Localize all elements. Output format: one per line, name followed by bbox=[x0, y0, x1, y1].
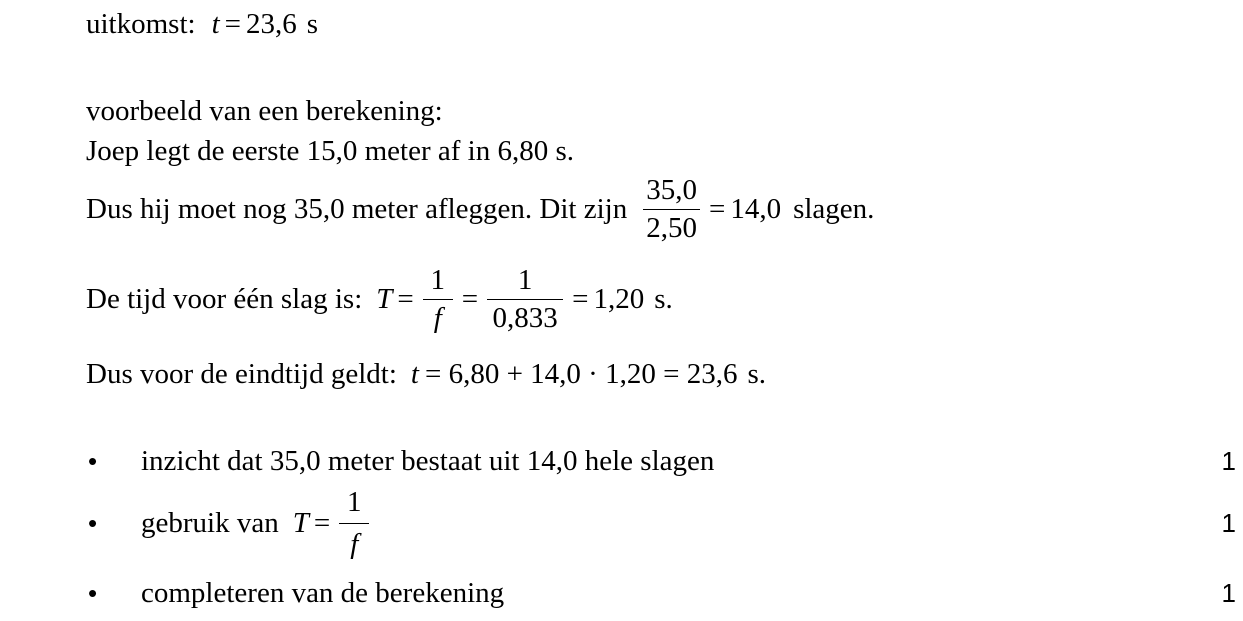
result-value: 23,6 bbox=[246, 8, 297, 40]
line3-equals-2: = bbox=[461, 283, 479, 315]
example-line-3 bbox=[86, 266, 673, 333]
bullet-icon: • bbox=[88, 577, 98, 608]
line3-equals-1: = bbox=[397, 283, 414, 315]
line4-time-symbol: t bbox=[410, 358, 419, 390]
result-label: uitkomst: bbox=[86, 8, 196, 40]
example-line-2 bbox=[86, 176, 874, 243]
criterion-points: 1 bbox=[1221, 507, 1236, 538]
fraction-denominator: 2,50 bbox=[646, 212, 697, 244]
criterion-item bbox=[86, 480, 1236, 566]
criterion-text-with-formula bbox=[141, 486, 1214, 561]
criterion-points: 1 bbox=[1221, 577, 1236, 608]
line4-unit: s. bbox=[747, 358, 766, 390]
line2-text: Dus hij moet nog 35,0 meter afleggen. Dit zijn bbox=[86, 193, 628, 225]
result-unit: s bbox=[306, 8, 319, 40]
fraction-numerator: 35,0 bbox=[643, 176, 700, 210]
fraction-denominator: 0,833 bbox=[492, 302, 558, 334]
fraction-1-over-f bbox=[423, 266, 453, 333]
result-variable: t bbox=[211, 8, 220, 40]
fraction-numerator: 1 bbox=[423, 266, 453, 300]
example-line-4 bbox=[86, 360, 766, 389]
criterion-text: gebruik van bbox=[141, 506, 279, 539]
criterion-text: inzicht dat 35,0 meter bestaat uit 14,0 hele slagen bbox=[141, 444, 715, 477]
bullet-icon: • bbox=[88, 507, 98, 538]
line3-period-symbol: T bbox=[376, 283, 393, 315]
example-heading: voorbeeld van een berekening: bbox=[86, 95, 443, 127]
line4-expression: = 6,80 + 14,0 · 1,20 = 23,6 bbox=[424, 358, 738, 390]
result-line bbox=[86, 10, 318, 39]
bullet-icon: • bbox=[88, 445, 98, 476]
fraction-denominator: f bbox=[433, 302, 442, 334]
example-line-1: Joep legt de eerste 15,0 meter af in 6,80 s. bbox=[86, 135, 575, 167]
fraction-denominator: f bbox=[350, 527, 359, 560]
formula-equals: = bbox=[313, 506, 331, 539]
fraction-1-over-0-833 bbox=[487, 266, 563, 333]
line2-equals: = bbox=[708, 193, 726, 225]
line3-text: De tijd voor één slag is: bbox=[86, 283, 363, 315]
fraction-numerator: 1 bbox=[339, 486, 369, 524]
criterion-points: 1 bbox=[1221, 445, 1236, 476]
line4-text: Dus voor de eindtijd geldt: bbox=[86, 358, 397, 390]
line3-unit: s. bbox=[654, 283, 673, 315]
line2-value: 14,0 bbox=[730, 193, 782, 225]
line3-equals-3: = bbox=[572, 283, 589, 315]
formula-period-symbol: T bbox=[292, 506, 309, 539]
criterion-text: completeren van de berekening bbox=[141, 576, 505, 609]
result-equals: = bbox=[224, 8, 241, 40]
criterion-item bbox=[86, 439, 1236, 483]
fraction-numerator: 1 bbox=[487, 266, 563, 300]
line2-suffix: slagen. bbox=[793, 193, 875, 225]
fraction-35-over-2-50 bbox=[643, 176, 700, 243]
line3-value: 1,20 bbox=[593, 283, 645, 315]
fraction-1-over-f bbox=[339, 486, 369, 561]
criterion-item bbox=[86, 571, 1236, 615]
